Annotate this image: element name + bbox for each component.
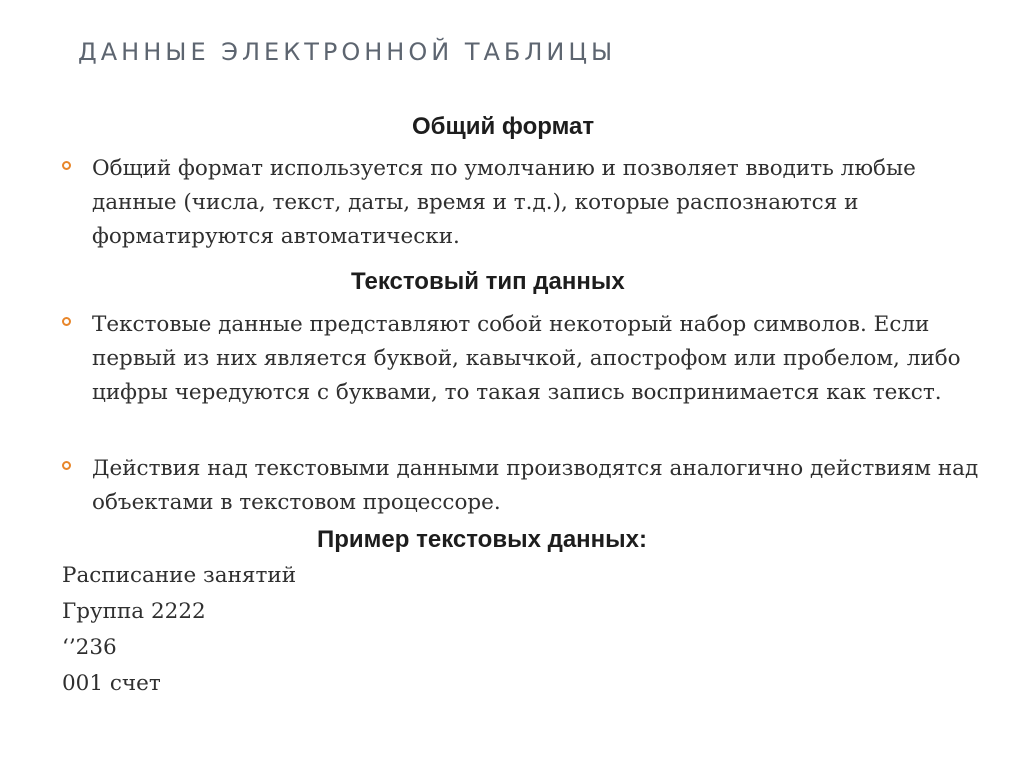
example-line: Расписание занятий <box>62 563 297 588</box>
slide-title: ДАННЫЕ ЭЛЕКТРОННОЙ ТАБЛИЦЫ <box>78 38 617 66</box>
bullet-circle-icon <box>62 461 71 470</box>
example-line: Группа 2222 <box>62 599 206 624</box>
bullet-text: Текстовые данные представляют собой некоторый набор символов. Если первый из них является буквой, кавычкой, апострофом или пробелом, либо цифры чередуются с буквами, то такая запись воспринимается как текст. <box>92 312 961 405</box>
bullet-text: Общий формат используется по умолчанию и позволяет вводить любые данные (числа, текст, даты, время и т.д.), которые распознаются и форматируются автоматически. <box>92 156 916 249</box>
section-heading-example: Пример текстовых данных: <box>317 526 648 553</box>
example-line: ‘’236 <box>62 635 117 660</box>
bullet-item <box>62 152 992 254</box>
example-list <box>62 558 296 702</box>
bullet-item <box>62 308 992 410</box>
section-heading-general-format: Общий формат <box>412 113 595 140</box>
bullet-text: Действия над текстовыми данными производятся аналогично действиям над объектами в текстовом процессоре. <box>92 456 979 515</box>
bullet-item <box>62 452 992 520</box>
section-heading-text-type: Текстовый тип данных <box>351 268 625 295</box>
bullet-circle-icon <box>62 161 71 170</box>
example-line: 001 счет <box>62 671 161 696</box>
bullet-circle-icon <box>62 317 71 326</box>
